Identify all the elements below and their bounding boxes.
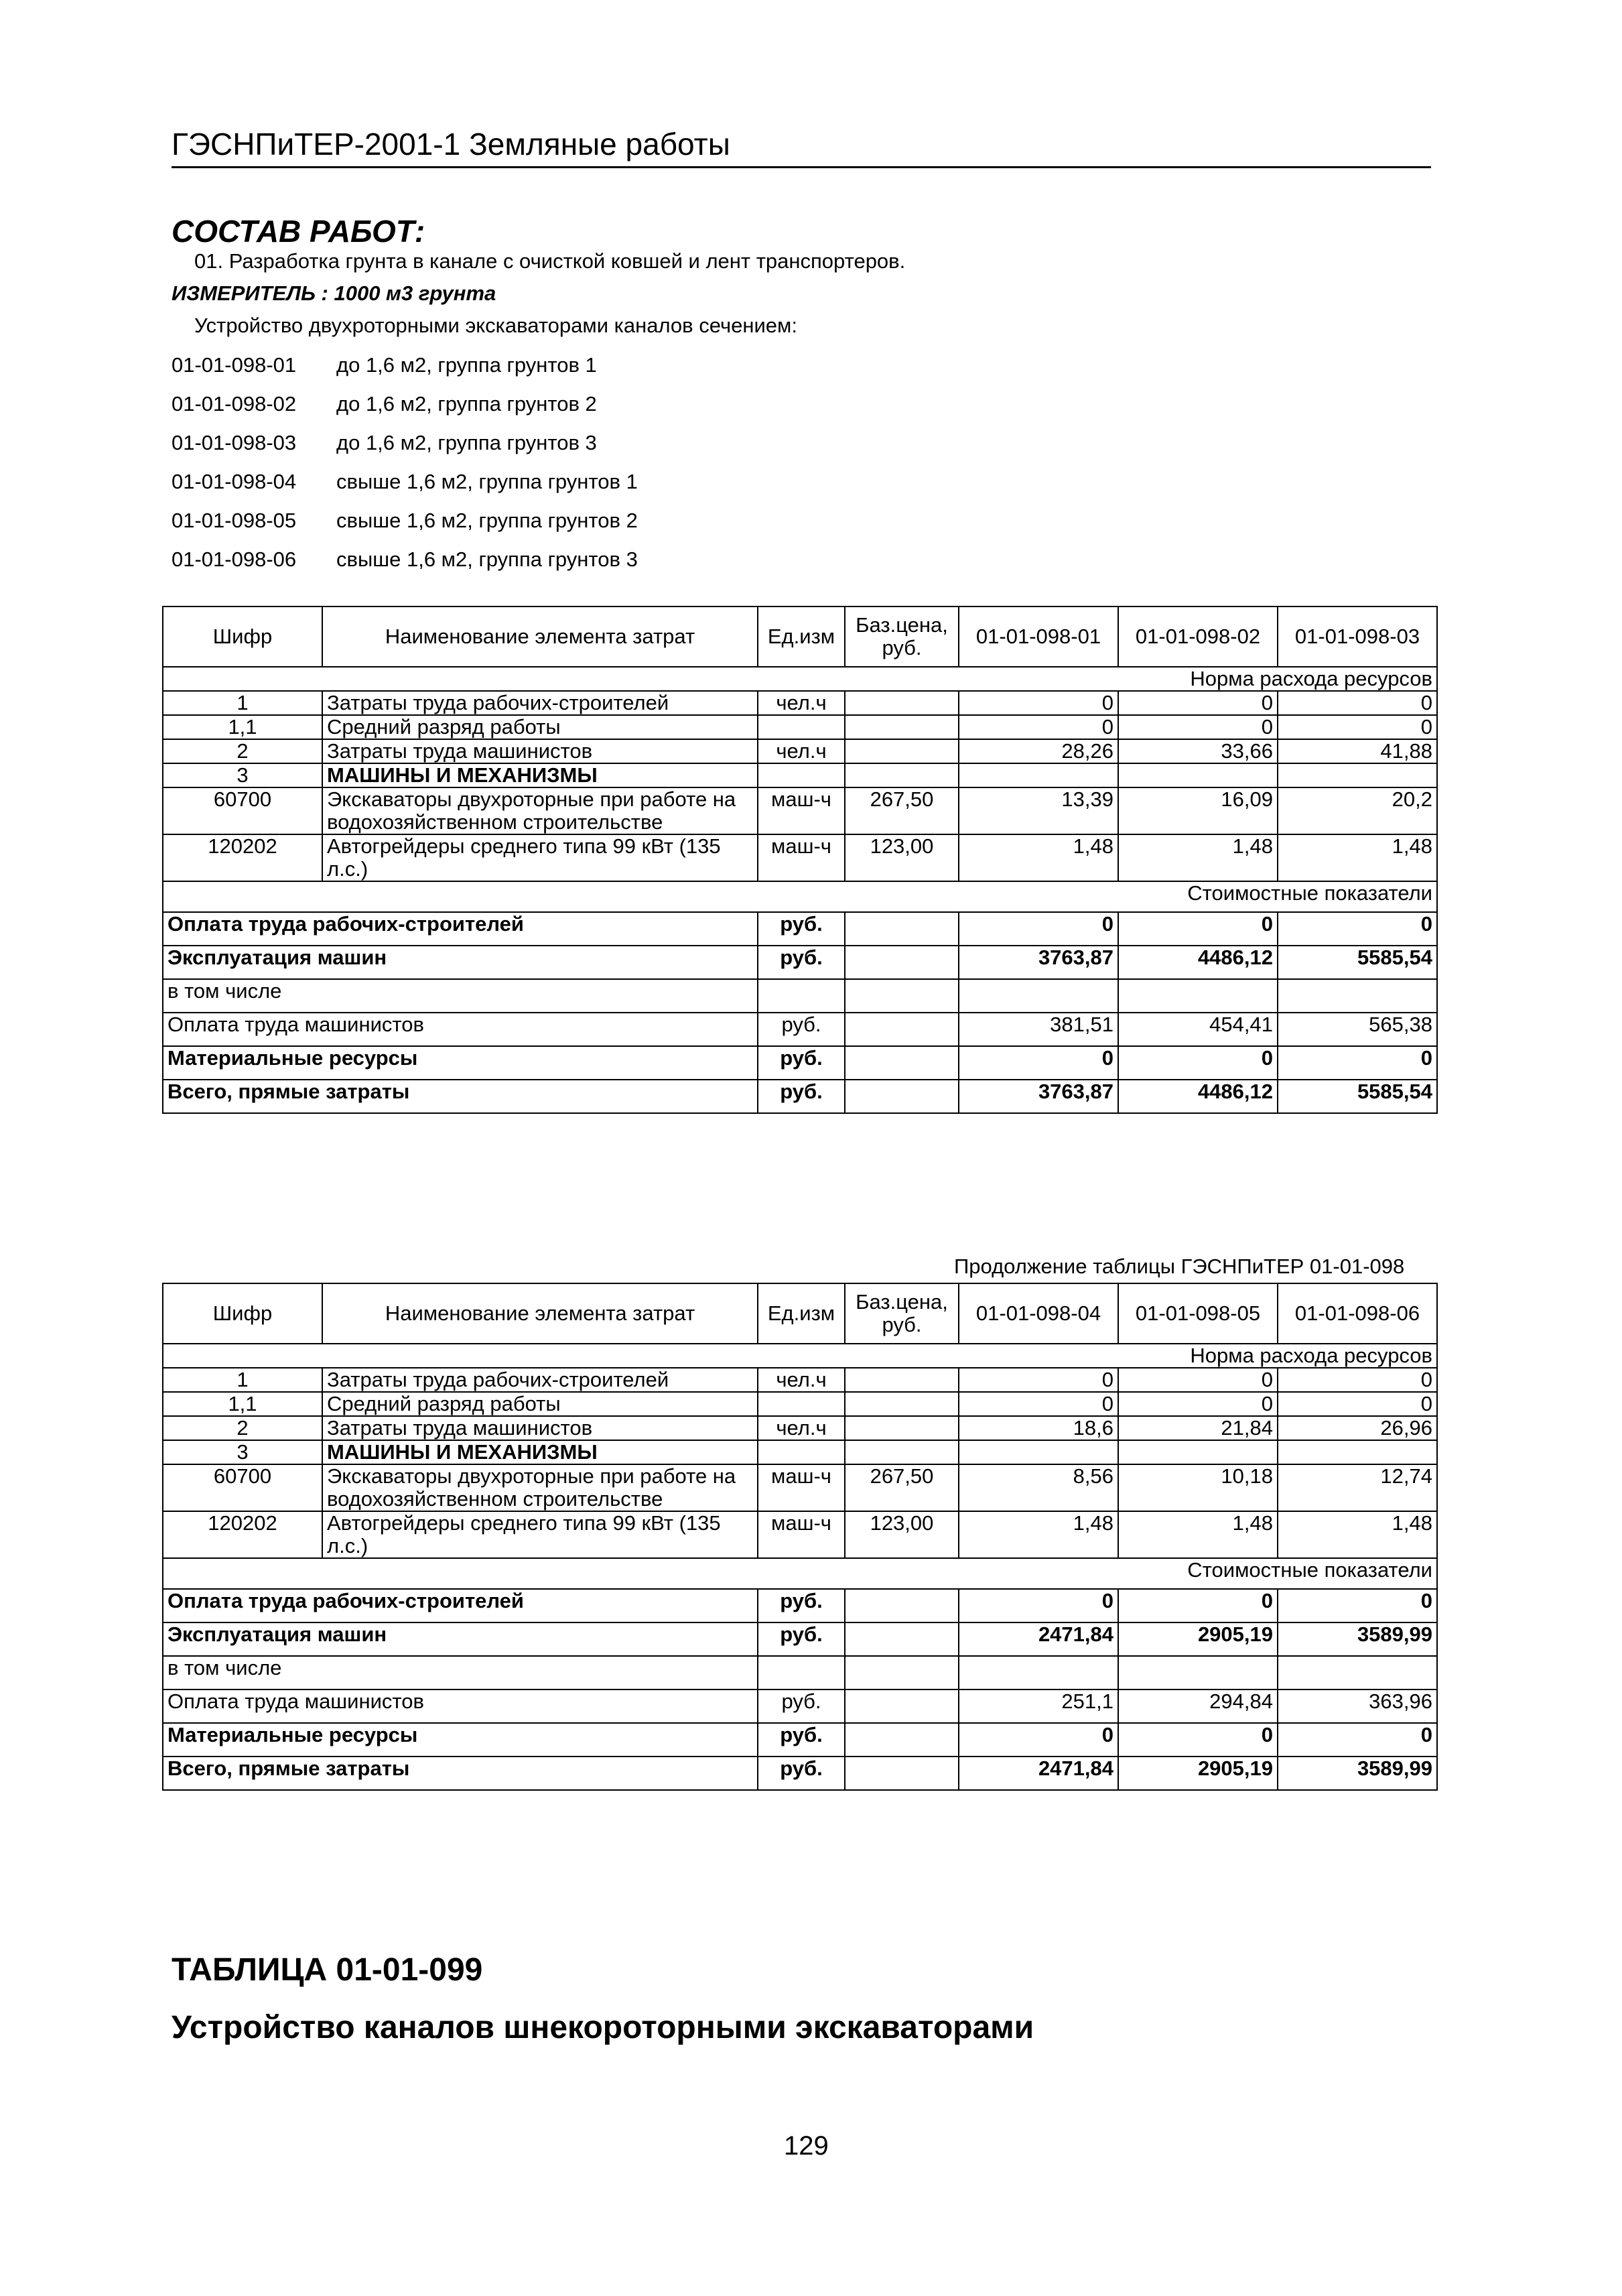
cost-value: 0	[1118, 1589, 1278, 1622]
row-value: 26,96	[1278, 1416, 1437, 1440]
row-value: 0	[959, 691, 1118, 715]
cost-value: 0	[1118, 1723, 1278, 1757]
code-value: 01-01-098-03	[172, 431, 297, 454]
row-name: Автогрейдеры среднего типа 99 кВт (135 л.с.)	[322, 1511, 758, 1558]
cost-value	[1118, 979, 1278, 1013]
cost-unit: руб.	[758, 1689, 845, 1723]
cost-name: Эксплуатация машин	[163, 946, 758, 979]
row-value: 20,2	[1278, 787, 1437, 834]
row-unit	[758, 763, 845, 787]
norm-band-label: Норма расхода ресурсов	[163, 667, 1437, 691]
cost-row	[163, 912, 1437, 946]
cost-name: в том числе	[163, 1656, 758, 1689]
cost-row	[163, 1589, 1437, 1622]
code-description: свыше 1,6 м2, группа грунтов 2	[336, 509, 638, 532]
cost-value: 3589,99	[1278, 1757, 1437, 1790]
cost-value: 3589,99	[1278, 1622, 1437, 1656]
code-value: 01-01-098-01	[172, 353, 297, 377]
meter-line: ИЗМЕРИТЕЛЬ : 1000 м3 грунта	[172, 281, 496, 305]
row-value: 0	[1278, 715, 1437, 739]
cost-name: Всего, прямые затраты	[163, 1080, 758, 1113]
row-value	[959, 763, 1118, 787]
cost-value: 294,84	[1118, 1689, 1278, 1723]
row-value: 12,74	[1278, 1464, 1437, 1511]
header-code: Шифр	[163, 1283, 322, 1344]
row-value: 0	[1278, 1392, 1437, 1416]
row-value: 0	[1118, 691, 1278, 715]
cost-value: 4486,12	[1118, 946, 1278, 979]
cost-row	[163, 1656, 1437, 1689]
page-number: 129	[784, 2131, 829, 2161]
row-code: 120202	[163, 834, 322, 881]
cost-name: Оплата труда рабочих-строителей	[163, 912, 758, 946]
cost-value: 565,38	[1278, 1013, 1437, 1046]
cost-row	[163, 1046, 1437, 1080]
table-row	[163, 1368, 1437, 1392]
row-code: 120202	[163, 1511, 322, 1558]
cost-value: 3763,87	[959, 1080, 1118, 1113]
header-name: Наименование элемента затрат	[322, 607, 758, 667]
cost-value: 0	[959, 912, 1118, 946]
code-list-item	[172, 424, 638, 462]
cost-value: 0	[1278, 1723, 1437, 1757]
cost-price-empty	[845, 1046, 959, 1080]
header-column-code: 01-01-098-02	[1118, 607, 1278, 667]
row-value	[1118, 1440, 1278, 1464]
code-description: свыше 1,6 м2, группа грунтов 3	[336, 548, 638, 571]
norm-band-row	[163, 667, 1437, 691]
cost-price-empty	[845, 1622, 959, 1656]
row-code: 3	[163, 1440, 322, 1464]
row-value: 0	[1278, 1368, 1437, 1392]
cost-unit	[758, 1656, 845, 1689]
table-row	[163, 763, 1437, 787]
cost-unit: руб.	[758, 1589, 845, 1622]
code-description: до 1,6 м2, группа грунтов 2	[336, 392, 597, 416]
cost-row	[163, 979, 1437, 1013]
cost-name: Материальные ресурсы	[163, 1723, 758, 1757]
cost-band-row	[163, 1558, 1437, 1589]
cost-value: 0	[959, 1046, 1118, 1080]
cost-value: 454,41	[1118, 1013, 1278, 1046]
row-unit: маш-ч	[758, 834, 845, 881]
code-value: 01-01-098-04	[172, 470, 297, 493]
cost-value: 2905,19	[1118, 1622, 1278, 1656]
code-description: до 1,6 м2, группа грунтов 3	[336, 431, 597, 454]
cost-row	[163, 1622, 1437, 1656]
row-value: 0	[1278, 691, 1437, 715]
cost-value: 381,51	[959, 1013, 1118, 1046]
header-unit: Ед.изм	[758, 607, 845, 667]
row-price	[845, 739, 959, 763]
table-row	[163, 691, 1437, 715]
row-name: Автогрейдеры среднего типа 99 кВт (135 л.с.)	[322, 834, 758, 881]
row-value: 1,48	[1278, 1511, 1437, 1558]
cost-value: 0	[1278, 1589, 1437, 1622]
cost-price-empty	[845, 1589, 959, 1622]
row-unit: чел.ч	[758, 1368, 845, 1392]
cost-row	[163, 1689, 1437, 1723]
row-value	[1118, 763, 1278, 787]
row-price	[845, 1416, 959, 1440]
table-header-row	[163, 607, 1437, 667]
cost-price-empty	[845, 1080, 959, 1113]
row-code: 60700	[163, 1464, 322, 1511]
row-name: Экскаваторы двухроторные при работе на водохозяйственном строительстве	[322, 1464, 758, 1511]
cost-value: 5585,54	[1278, 946, 1437, 979]
row-value: 18,6	[959, 1416, 1118, 1440]
table-row	[163, 1440, 1437, 1464]
row-value	[1278, 763, 1437, 787]
row-name: Средний разряд работы	[322, 1392, 758, 1416]
cost-value: 363,96	[1278, 1689, 1437, 1723]
table-row	[163, 1392, 1437, 1416]
cost-row	[163, 946, 1437, 979]
table-row	[163, 715, 1437, 739]
cost-value: 251,1	[959, 1689, 1118, 1723]
row-unit: маш-ч	[758, 1464, 845, 1511]
row-price	[845, 691, 959, 715]
cost-price-empty	[845, 1757, 959, 1790]
cost-value: 0	[959, 1589, 1118, 1622]
row-value: 10,18	[1118, 1464, 1278, 1511]
row-price	[845, 1440, 959, 1464]
row-code: 3	[163, 763, 322, 787]
row-name: Экскаваторы двухроторные при работе на водохозяйственном строительстве	[322, 787, 758, 834]
row-price: 267,50	[845, 787, 959, 834]
row-unit: чел.ч	[758, 691, 845, 715]
row-value: 0	[1118, 1392, 1278, 1416]
header-name: Наименование элемента затрат	[322, 1283, 758, 1344]
norm-band-label: Норма расхода ресурсов	[163, 1344, 1437, 1368]
cost-unit	[758, 979, 845, 1013]
cost-price-empty	[845, 1656, 959, 1689]
cost-price-empty	[845, 979, 959, 1013]
row-value: 0	[1118, 715, 1278, 739]
cost-value: 4486,12	[1118, 1080, 1278, 1113]
work-item: 01. Разработка грунта в канале с очисткой ковшей и лент транспортеров.	[194, 249, 906, 273]
row-value: 28,26	[959, 739, 1118, 763]
row-price: 123,00	[845, 834, 959, 881]
row-code: 1	[163, 691, 322, 715]
code-description: до 1,6 м2, группа грунтов 1	[336, 353, 597, 377]
row-unit: маш-ч	[758, 787, 845, 834]
code-list-item	[172, 501, 638, 540]
row-name: Затраты труда машинистов	[322, 1416, 758, 1440]
composition-intro: Устройство двухроторными экскаваторами каналов сечением:	[194, 314, 797, 337]
row-value: 1,48	[1118, 1511, 1278, 1558]
cost-name: Материальные ресурсы	[163, 1046, 758, 1080]
cost-unit: руб.	[758, 1757, 845, 1790]
cost-unit: руб.	[758, 1080, 845, 1113]
cost-band-row	[163, 881, 1437, 912]
cost-unit: руб.	[758, 946, 845, 979]
code-list-item	[172, 462, 638, 501]
cost-value: 0	[959, 1723, 1118, 1757]
cost-value: 3763,87	[959, 946, 1118, 979]
next-table-heading: ТАБЛИЦА 01-01-099	[172, 1952, 483, 1988]
row-value: 1,48	[1118, 834, 1278, 881]
cost-name: Эксплуатация машин	[163, 1622, 758, 1656]
cost-unit: руб.	[758, 912, 845, 946]
code-value: 01-01-098-02	[172, 392, 297, 416]
row-value: 1,48	[959, 1511, 1118, 1558]
cost-value: 0	[1118, 912, 1278, 946]
header-column-code: 01-01-098-04	[959, 1283, 1118, 1344]
row-unit: чел.ч	[758, 1416, 845, 1440]
row-value: 0	[959, 1392, 1118, 1416]
cost-value: 2905,19	[1118, 1757, 1278, 1790]
cost-value: 0	[1278, 912, 1437, 946]
cost-unit: руб.	[758, 1622, 845, 1656]
cost-unit: руб.	[758, 1723, 845, 1757]
cost-unit: руб.	[758, 1013, 845, 1046]
row-code: 1,1	[163, 715, 322, 739]
row-value: 33,66	[1118, 739, 1278, 763]
cost-value: 0	[1118, 1046, 1278, 1080]
row-value: 41,88	[1278, 739, 1437, 763]
header-unit: Ед.изм	[758, 1283, 845, 1344]
cost-row	[163, 1080, 1437, 1113]
cost-value: 5585,54	[1278, 1080, 1437, 1113]
row-name: МАШИНЫ И МЕХАНИЗМЫ	[322, 763, 758, 787]
norm-table-2	[162, 1283, 1438, 1791]
table-row	[163, 1511, 1437, 1558]
code-value: 01-01-098-05	[172, 509, 297, 532]
table-row	[163, 1464, 1437, 1511]
code-description: свыше 1,6 м2, группа грунтов 1	[336, 470, 638, 493]
header-price: Баз.цена, руб.	[845, 1283, 959, 1344]
row-price: 267,50	[845, 1464, 959, 1511]
row-code: 1,1	[163, 1392, 322, 1416]
row-value	[1278, 1440, 1437, 1464]
cost-name: в том числе	[163, 979, 758, 1013]
header-column-code: 01-01-098-03	[1278, 607, 1437, 667]
norm-table-1	[162, 606, 1438, 1114]
cost-price-empty	[845, 1689, 959, 1723]
cost-row	[163, 1013, 1437, 1046]
cost-value	[1278, 1656, 1437, 1689]
cost-name: Оплата труда машинистов	[163, 1013, 758, 1046]
table-row	[163, 834, 1437, 881]
code-list-item	[172, 540, 638, 579]
cost-price-empty	[845, 912, 959, 946]
header-code: Шифр	[163, 607, 322, 667]
row-price: 123,00	[845, 1511, 959, 1558]
row-name: Затраты труда рабочих-строителей	[322, 691, 758, 715]
row-price	[845, 715, 959, 739]
row-name: Затраты труда рабочих-строителей	[322, 1368, 758, 1392]
header-column-code: 01-01-098-05	[1118, 1283, 1278, 1344]
table-row	[163, 787, 1437, 834]
row-unit	[758, 715, 845, 739]
row-code: 1	[163, 1368, 322, 1392]
row-value: 13,39	[959, 787, 1118, 834]
row-code: 2	[163, 739, 322, 763]
cost-value	[959, 979, 1118, 1013]
row-price	[845, 763, 959, 787]
norm-band-row	[163, 1344, 1437, 1368]
header-column-code: 01-01-098-06	[1278, 1283, 1437, 1344]
cost-price-empty	[845, 1013, 959, 1046]
cost-value	[1278, 979, 1437, 1013]
cost-price-empty	[845, 946, 959, 979]
table-header-row	[163, 1283, 1437, 1344]
row-value: 8,56	[959, 1464, 1118, 1511]
running-header: ГЭСНПиТЕР-2001-1 Земляные работы	[172, 126, 1431, 168]
row-value: 1,48	[959, 834, 1118, 881]
composition-title: СОСТАВ РАБОТ:	[172, 214, 425, 249]
cost-value: 2471,84	[959, 1622, 1118, 1656]
code-list-item	[172, 385, 638, 424]
row-unit: чел.ч	[758, 739, 845, 763]
row-code: 2	[163, 1416, 322, 1440]
continuation-caption: Продолжение таблицы ГЭСНПиТЕР 01-01-098	[954, 1255, 1405, 1278]
cost-row	[163, 1757, 1437, 1790]
row-unit	[758, 1392, 845, 1416]
cost-name: Всего, прямые затраты	[163, 1757, 758, 1790]
row-code: 60700	[163, 787, 322, 834]
cost-value: 0	[1278, 1046, 1437, 1080]
cost-value	[1118, 1656, 1278, 1689]
code-list	[172, 346, 638, 579]
header-price: Баз.цена, руб.	[845, 607, 959, 667]
row-name: Затраты труда машинистов	[322, 739, 758, 763]
row-unit: маш-ч	[758, 1511, 845, 1558]
next-table-subheading: Устройство каналов шнекороторными экскаваторами	[172, 2010, 1034, 2045]
row-name: МАШИНЫ И МЕХАНИЗМЫ	[322, 1440, 758, 1464]
row-value: 0	[1118, 1368, 1278, 1392]
cost-value: 2471,84	[959, 1757, 1118, 1790]
row-value	[959, 1440, 1118, 1464]
cost-unit: руб.	[758, 1046, 845, 1080]
row-value: 0	[959, 715, 1118, 739]
row-price	[845, 1368, 959, 1392]
row-name: Средний разряд работы	[322, 715, 758, 739]
header-column-code: 01-01-098-01	[959, 607, 1118, 667]
cost-name: Оплата труда рабочих-строителей	[163, 1589, 758, 1622]
code-value: 01-01-098-06	[172, 548, 297, 571]
row-value: 0	[959, 1368, 1118, 1392]
row-price	[845, 1392, 959, 1416]
code-list-item	[172, 346, 638, 385]
cost-name: Оплата труда машинистов	[163, 1689, 758, 1723]
row-value: 21,84	[1118, 1416, 1278, 1440]
cost-price-empty	[845, 1723, 959, 1757]
cost-band-label: Стоимостные показатели	[163, 881, 1437, 912]
row-unit	[758, 1440, 845, 1464]
table-row	[163, 1416, 1437, 1440]
cost-value	[959, 1656, 1118, 1689]
row-value: 16,09	[1118, 787, 1278, 834]
cost-band-label: Стоимостные показатели	[163, 1558, 1437, 1589]
row-value: 1,48	[1278, 834, 1437, 881]
cost-row	[163, 1723, 1437, 1757]
table-row	[163, 739, 1437, 763]
